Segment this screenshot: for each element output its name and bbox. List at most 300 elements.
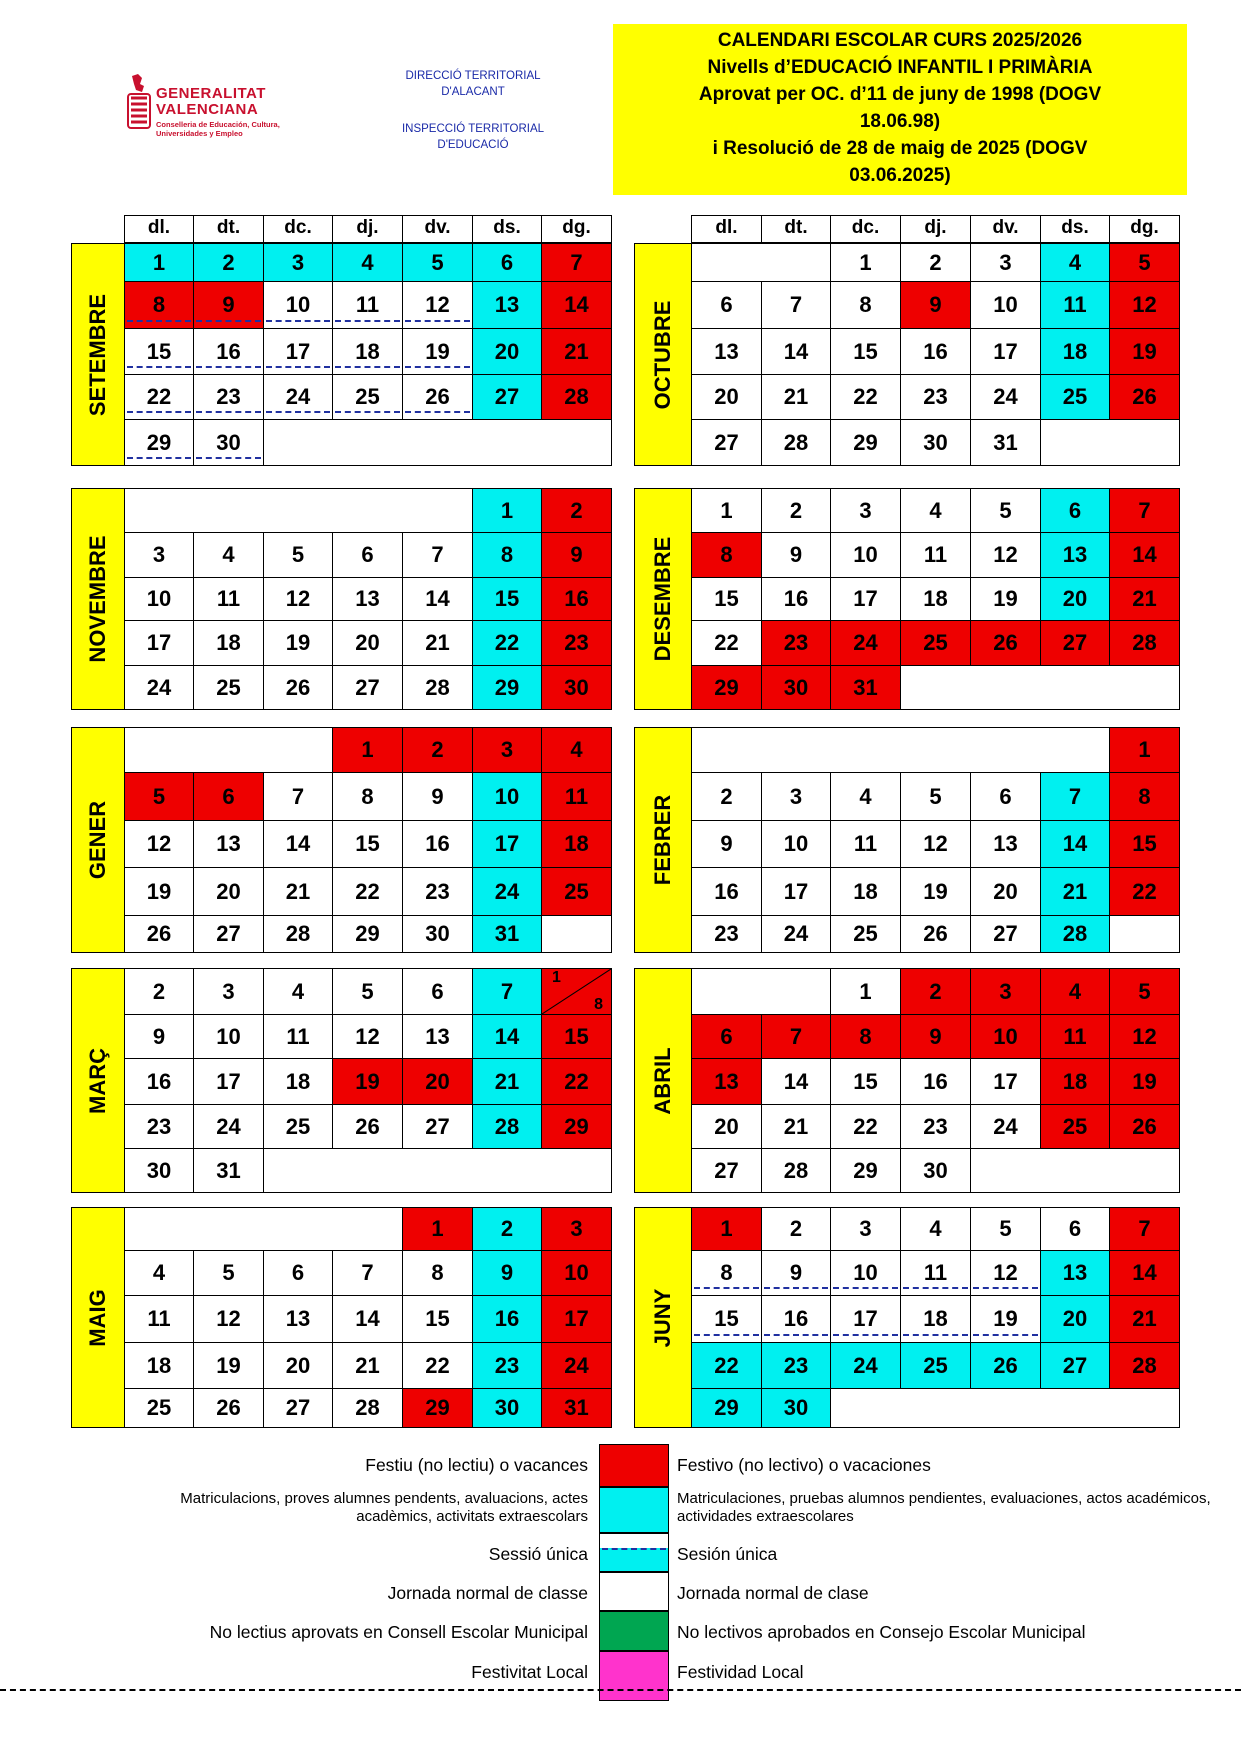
day-cell <box>402 665 473 710</box>
day-number: 10 <box>285 292 311 317</box>
day-cell <box>402 374 473 420</box>
weekday-header: dt. <box>193 215 264 243</box>
day-number: 7 <box>570 250 583 275</box>
day-number: 29 <box>714 675 739 700</box>
day-number: 6 <box>361 542 374 567</box>
month-label-novembre <box>71 488 125 710</box>
day-cell <box>541 665 612 710</box>
day-cell <box>1040 820 1110 868</box>
day-cell <box>124 968 194 1015</box>
day-number: 11 <box>853 831 878 856</box>
legend-label-es: No lectivos aprobados en Consejo Escolar Municipal <box>677 1622 1086 1642</box>
day-cell <box>830 488 901 533</box>
month-name: MAIG <box>85 1288 110 1347</box>
day-number: 4 <box>1068 979 1082 1004</box>
day-cell <box>263 665 333 710</box>
day-number: 20 <box>216 879 241 904</box>
day-cell <box>472 328 542 375</box>
day-number: 4 <box>929 1216 942 1241</box>
day-cell <box>124 1058 194 1105</box>
day-cell <box>900 620 971 666</box>
day-number: 10 <box>564 1260 589 1285</box>
day-cell <box>1109 374 1180 420</box>
day-cell <box>193 281 264 329</box>
day-number: 20 <box>714 384 739 409</box>
day-number: 28 <box>783 1158 809 1183</box>
day-cell <box>124 328 194 375</box>
day-cell <box>1109 488 1180 533</box>
day-cell <box>472 968 542 1015</box>
day-cell <box>970 328 1041 375</box>
day-cell <box>541 1342 612 1389</box>
day-cell <box>830 374 901 420</box>
day-number: 25 <box>923 1353 948 1378</box>
day-cell <box>761 1148 831 1193</box>
day-cell <box>900 1250 971 1296</box>
day-cell <box>472 727 542 773</box>
day-cell <box>1040 1104 1110 1149</box>
day-number: 5 <box>999 498 1012 523</box>
day-cell <box>691 772 762 821</box>
day-cell <box>472 488 542 533</box>
day-number: 2 <box>929 979 942 1004</box>
day-cell <box>263 915 333 953</box>
day-cell <box>1040 281 1110 329</box>
day-number: 29 <box>564 1114 589 1139</box>
month-name: JUNY <box>650 1288 675 1347</box>
day-cell <box>1040 328 1110 375</box>
legend-label-ca: Festivitat Local <box>471 1662 588 1682</box>
day-cell <box>900 419 971 466</box>
day-number: 22 <box>564 1069 589 1094</box>
day-number: 15 <box>425 1306 450 1331</box>
day-number: 14 <box>355 1306 380 1331</box>
day-cell <box>900 532 971 578</box>
day-number: 18 <box>355 339 380 364</box>
day-cell <box>691 1342 762 1389</box>
day-cell <box>472 1295 542 1343</box>
day-number: 30 <box>494 1395 520 1420</box>
day-number: 5 <box>999 1216 1012 1241</box>
day-cell <box>1040 243 1110 282</box>
day-cell <box>1109 1104 1180 1149</box>
day-number: 30 <box>783 675 809 700</box>
day-cell <box>472 1058 542 1105</box>
day-number: 23 <box>923 1114 948 1139</box>
day-cell <box>541 1058 612 1105</box>
day-number: 11 <box>923 1260 948 1285</box>
day-number: 21 <box>285 879 311 904</box>
day-cell <box>124 419 194 466</box>
day-number: 30 <box>923 1158 948 1183</box>
empty-cell <box>691 968 831 1015</box>
day-number: 29 <box>146 430 172 455</box>
legend-swatch <box>599 1572 669 1611</box>
day-cell <box>1109 772 1180 821</box>
day-cell <box>900 243 971 282</box>
day-cell <box>402 1104 473 1149</box>
day-number: 14 <box>285 831 311 856</box>
day-cell <box>193 820 264 868</box>
day-number: 15 <box>714 586 739 611</box>
day-number: 14 <box>1062 831 1088 856</box>
day-number: 19 <box>1132 339 1157 364</box>
day-cell <box>193 577 264 621</box>
day-number: 28 <box>355 1395 380 1420</box>
day-number: 10 <box>993 1024 1018 1049</box>
day-cell <box>1109 727 1180 773</box>
day-number: 27 <box>425 1114 450 1139</box>
legend-swatch <box>599 1487 669 1533</box>
day-cell <box>402 1388 473 1428</box>
split-day-bottom: 8 <box>594 996 603 1013</box>
day-number: 17 <box>285 339 311 364</box>
day-number: 19 <box>355 1069 380 1094</box>
logo-text <box>156 86 266 118</box>
weekday-header: dv. <box>402 215 473 243</box>
day-cell <box>830 532 901 578</box>
generalitat-emblem-icon <box>124 72 154 132</box>
day-cell <box>1109 281 1180 329</box>
day-number: 15 <box>853 339 878 364</box>
day-number: 14 <box>1132 542 1157 567</box>
day-number: 30 <box>783 1395 809 1420</box>
day-cell <box>332 1295 403 1343</box>
day-number: 4 <box>291 979 305 1004</box>
day-cell <box>830 419 901 466</box>
day-number: 7 <box>431 542 444 567</box>
day-number: 6 <box>720 1024 733 1049</box>
day-cell <box>541 1207 612 1251</box>
day-cell <box>472 620 542 666</box>
day-cell <box>541 374 612 420</box>
day-cell <box>761 1250 831 1296</box>
day-cell <box>124 820 194 868</box>
day-cell <box>900 1342 971 1389</box>
day-cell <box>830 915 901 953</box>
day-number: 13 <box>1062 1260 1088 1285</box>
day-cell <box>900 1148 971 1193</box>
day-number: 24 <box>146 675 172 700</box>
day-cell <box>263 1388 333 1428</box>
day-number: 12 <box>923 831 948 856</box>
day-number: 21 <box>1132 1306 1157 1331</box>
day-number: 8 <box>361 784 374 809</box>
day-number: 17 <box>146 630 172 655</box>
day-cell <box>472 820 542 868</box>
day-cell <box>193 968 264 1015</box>
day-cell <box>332 1342 403 1389</box>
day-cell <box>541 620 612 666</box>
day-number: 21 <box>1062 879 1088 904</box>
day-number: 23 <box>783 1353 809 1378</box>
day-cell <box>124 1388 194 1428</box>
day-number: 15 <box>494 586 520 611</box>
insp-line-1: INSPECCIÓ TERRITORIAL <box>401 123 545 135</box>
day-cell <box>124 243 194 282</box>
day-cell <box>332 1014 403 1059</box>
day-cell <box>830 772 901 821</box>
legend-label-ca: Matriculacions, proves alumnes pendents, avaluacions, actes acadèmics, activitats extraescolars <box>180 1490 588 1525</box>
day-cell <box>472 915 542 953</box>
day-number: 4 <box>929 498 942 523</box>
month-label-febrer <box>634 727 692 953</box>
day-number: 26 <box>1132 384 1157 409</box>
day-number: 12 <box>993 542 1018 567</box>
day-cell <box>761 1388 831 1428</box>
day-cell <box>761 820 831 868</box>
day-number: 1 <box>500 498 514 523</box>
day-cell <box>402 620 473 666</box>
month-label-desembre <box>634 488 692 710</box>
day-number: 2 <box>222 250 235 275</box>
day-cell <box>472 772 542 821</box>
day-cell <box>332 243 403 282</box>
day-cell <box>472 577 542 621</box>
day-number: 3 <box>570 1216 583 1241</box>
day-number: 31 <box>993 430 1018 455</box>
weekday-header: ds. <box>472 215 542 243</box>
day-number: 26 <box>146 921 172 946</box>
title-line: CALENDARI ESCOLAR CURS 2025/2026 <box>717 30 1083 51</box>
day-number: 18 <box>923 1306 948 1331</box>
day-number: 24 <box>285 384 311 409</box>
day-cell <box>830 1058 901 1105</box>
day-number: 17 <box>853 586 878 611</box>
generalitat-logo <box>124 72 304 152</box>
day-number: 9 <box>720 831 733 856</box>
day-number: 8 <box>720 1260 733 1285</box>
day-cell <box>193 772 264 821</box>
day-cell <box>970 281 1041 329</box>
day-number: 10 <box>853 542 878 567</box>
day-number: 20 <box>425 1069 450 1094</box>
day-number: 22 <box>1132 879 1157 904</box>
day-cell <box>761 577 831 621</box>
day-cell <box>1040 968 1110 1015</box>
day-number: 27 <box>714 1158 739 1183</box>
day-cell <box>691 1014 762 1059</box>
day-number: 1 <box>361 737 374 762</box>
day-number: 13 <box>216 831 241 856</box>
day-cell <box>1040 620 1110 666</box>
bottom-dashed-divider <box>0 1689 1241 1691</box>
day-cell <box>691 1148 762 1193</box>
day-cell <box>402 772 473 821</box>
day-cell <box>691 488 762 533</box>
empty-cell <box>541 915 612 953</box>
day-cell <box>263 374 333 420</box>
day-cell <box>124 1104 194 1149</box>
day-number: 4 <box>222 542 235 567</box>
month-name: MARÇ <box>85 1047 110 1114</box>
day-cell <box>124 1295 194 1343</box>
day-cell <box>691 1295 762 1343</box>
day-number: 28 <box>564 384 589 409</box>
day-number: 13 <box>285 1306 311 1331</box>
day-number: 17 <box>564 1306 589 1331</box>
day-number: 8 <box>1138 784 1151 809</box>
day-number: 10 <box>993 292 1018 317</box>
day-number: 14 <box>425 586 450 611</box>
day-number: 11 <box>355 292 380 317</box>
day-cell <box>124 532 194 578</box>
day-number: 4 <box>1068 250 1082 275</box>
day-cell <box>402 1207 473 1251</box>
logo-name: GENERALITAT <box>156 85 266 102</box>
day-number: 23 <box>494 1353 520 1378</box>
day-number: 13 <box>993 831 1018 856</box>
day-cell <box>263 1342 333 1389</box>
empty-cell <box>1109 915 1180 953</box>
weekday-header: dc. <box>830 215 901 243</box>
day-number: 6 <box>720 292 733 317</box>
day-cell <box>970 1014 1041 1059</box>
day-number: 15 <box>853 1069 878 1094</box>
day-cell <box>761 1342 831 1389</box>
day-cell <box>1040 1207 1110 1251</box>
day-cell <box>830 620 901 666</box>
day-number: 13 <box>494 292 520 317</box>
day-number: 16 <box>216 339 241 364</box>
day-cell <box>830 1014 901 1059</box>
day-number: 12 <box>993 1260 1018 1285</box>
day-cell <box>830 243 901 282</box>
day-cell <box>1109 577 1180 621</box>
day-number: 28 <box>425 675 450 700</box>
day-cell <box>193 1058 264 1105</box>
day-cell <box>402 968 473 1015</box>
day-cell <box>402 1014 473 1059</box>
day-cell <box>1109 620 1180 666</box>
day-number: 18 <box>1062 339 1088 364</box>
day-number: 19 <box>285 630 311 655</box>
day-number: 5 <box>1138 979 1151 1004</box>
day-cell <box>124 772 194 821</box>
day-cell <box>1040 915 1110 953</box>
day-number: 8 <box>859 292 872 317</box>
day-number: 3 <box>500 737 514 762</box>
day-number: 23 <box>216 384 241 409</box>
day-cell <box>761 1295 831 1343</box>
day-cell <box>830 968 901 1015</box>
day-number: 3 <box>291 250 305 275</box>
day-number: 23 <box>923 384 948 409</box>
day-cell <box>1040 1342 1110 1389</box>
day-number: 9 <box>789 1260 803 1285</box>
day-number: 19 <box>425 339 450 364</box>
day-cell <box>541 772 612 821</box>
day-number: 1 <box>431 1216 444 1241</box>
day-number: 21 <box>355 1353 380 1378</box>
day-number: 20 <box>285 1353 311 1378</box>
day-number: 15 <box>564 1024 589 1049</box>
day-number: 31 <box>494 921 520 946</box>
day-cell <box>263 532 333 578</box>
day-cell <box>1040 772 1110 821</box>
day-number: 7 <box>500 979 514 1004</box>
day-number: 31 <box>853 675 878 700</box>
day-cell <box>263 1058 333 1105</box>
day-number: 27 <box>993 921 1018 946</box>
day-number: 26 <box>1132 1114 1157 1139</box>
day-cell <box>124 867 194 916</box>
day-number: 16 <box>146 1069 172 1094</box>
day-number: 17 <box>853 1306 878 1331</box>
day-cell <box>830 820 901 868</box>
day-cell <box>761 772 831 821</box>
weekday-header: dt. <box>761 215 831 243</box>
day-cell <box>193 1148 264 1193</box>
day-cell <box>541 577 612 621</box>
day-number: 29 <box>494 675 520 700</box>
day-number: 17 <box>216 1069 241 1094</box>
day-cell <box>1040 532 1110 578</box>
day-cell <box>541 328 612 375</box>
day-cell <box>691 1388 762 1428</box>
day-number: 28 <box>1062 921 1088 946</box>
day-cell <box>332 867 403 916</box>
day-number: 17 <box>993 339 1018 364</box>
day-number: 9 <box>222 292 235 317</box>
day-number: 30 <box>425 921 450 946</box>
day-number: 8 <box>500 542 514 567</box>
day-number: 22 <box>853 384 878 409</box>
day-number: 29 <box>425 1395 450 1420</box>
day-cell <box>193 867 264 916</box>
day-number: 28 <box>494 1114 520 1139</box>
day-number: 5 <box>361 979 374 1004</box>
day-cell <box>970 419 1041 466</box>
day-number: 28 <box>1132 630 1157 655</box>
legend-swatch <box>599 1444 669 1487</box>
day-number: 14 <box>564 292 589 317</box>
day-cell <box>332 820 403 868</box>
day-cell <box>900 772 971 821</box>
day-number: 8 <box>720 542 733 567</box>
day-cell <box>900 1295 971 1343</box>
day-cell <box>761 1014 831 1059</box>
day-cell <box>761 867 831 916</box>
day-number: 11 <box>1063 292 1087 317</box>
day-cell <box>830 1295 901 1343</box>
day-number: 20 <box>714 1114 739 1139</box>
day-number: 2 <box>500 1216 514 1241</box>
day-cell <box>691 915 762 953</box>
day-cell <box>541 1104 612 1149</box>
day-cell <box>263 281 333 329</box>
day-number: 15 <box>1132 831 1157 856</box>
day-number: 12 <box>355 1024 380 1049</box>
day-cell <box>830 577 901 621</box>
empty-cell <box>1040 419 1180 466</box>
day-number: 18 <box>923 586 948 611</box>
title-line: 03.06.2025) <box>849 165 951 186</box>
day-number: 25 <box>564 879 589 904</box>
day-number: 2 <box>789 498 803 523</box>
day-number: 22 <box>355 879 380 904</box>
day-number: 23 <box>146 1114 172 1139</box>
day-cell <box>761 665 831 710</box>
day-number: 13 <box>425 1024 450 1049</box>
day-number: 9 <box>789 542 803 567</box>
month-name: FEBRER <box>650 794 675 886</box>
day-cell <box>900 1104 971 1149</box>
day-number: 5 <box>1138 250 1151 275</box>
day-cell <box>124 1148 194 1193</box>
legend-swatch <box>599 1533 669 1572</box>
day-cell <box>830 328 901 375</box>
